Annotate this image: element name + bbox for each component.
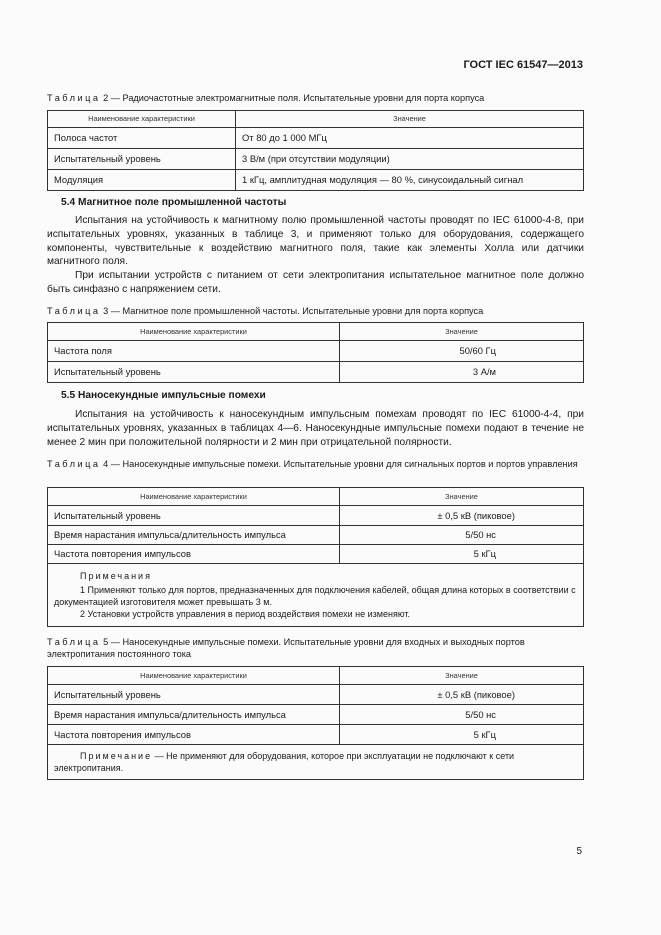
table-row xyxy=(48,149,584,170)
column-header: Значение xyxy=(340,667,584,685)
section-body xyxy=(47,408,584,449)
caption-label: Таблица xyxy=(47,93,101,103)
row-value: 5 кГц xyxy=(340,545,584,564)
note-text: — Не применяют для оборудования, которое при эксплуатации не подключают к сети электропитания. xyxy=(54,751,515,773)
row-value: ± 0,5 кВ (пиковое) xyxy=(340,685,584,705)
row-name: Испытательный уровень xyxy=(48,506,340,526)
table4-caption xyxy=(47,458,583,470)
table3-caption xyxy=(47,305,583,317)
table-row xyxy=(48,506,584,526)
table2-caption xyxy=(47,92,583,104)
table-row xyxy=(48,545,584,564)
row-name: Испытательный уровень xyxy=(48,149,236,170)
note-1: 1 Применяют только для портов, предназначенных для подключения кабелей, общая длина которых в соответствии с документацией изготовителя может превышать 3 м. xyxy=(54,585,576,607)
row-value: 5/50 нс xyxy=(340,526,584,545)
column-header: Значение xyxy=(340,488,584,506)
paragraph: Испытания на устойчивость к магнитному полю промышленной частоты проводят по IEC 61000-4-8, при испытательных уровнях, указанных в таблице 3, и применяют только для оборудования, содержащего компоненты, чувствительные к воздействию магнитного поля, такие как элементы Холла или датчики магнитного поля. xyxy=(47,215,584,268)
row-name: Испытательный уровень xyxy=(48,362,340,383)
notes-title: Примечания xyxy=(80,571,152,581)
notes-row xyxy=(48,564,584,627)
section-title: 5.5 Наносекундные импульсные помехи xyxy=(61,390,266,401)
row-name: Частота повторения импульсов xyxy=(48,725,340,745)
document-code: ГОСТ IEC 61547—2013 xyxy=(463,59,583,71)
table-row xyxy=(48,341,584,362)
table-row xyxy=(48,526,584,545)
paragraph: При испытании устройств с питанием от сети электропитания испытательное магнитное поле должно быть синфазно с напряжением сети. xyxy=(47,270,584,295)
table-row xyxy=(48,705,584,725)
table2 xyxy=(47,110,584,191)
caption-label: Таблица xyxy=(47,459,101,469)
row-name: Испытательный уровень xyxy=(48,685,340,705)
table4 xyxy=(47,487,584,627)
caption-text: 5 — Наносекундные импульсные помехи. Испытательные уровни для входных и выходных портов электропитания постоянного тока xyxy=(47,637,525,659)
section-body xyxy=(47,214,584,297)
row-value: 5 кГц xyxy=(340,725,584,745)
row-value: 3 В/м (при отсутствии модуляции) xyxy=(236,149,584,170)
row-name: Время нарастания импульса/длительность импульса xyxy=(48,705,340,725)
row-value: От 80 до 1 000 МГц xyxy=(236,128,584,149)
table5-caption xyxy=(47,636,583,660)
caption-text: 4 — Наносекундные импульсные помехи. Испытательные уровни для сигнальных портов и портов управления xyxy=(103,459,578,469)
table3 xyxy=(47,322,584,383)
paragraph: Испытания на устойчивость к наносекундным импульсным помехам проводят по IEC 61000-4-4, при испытательных уровнях, указанных в таблицах 4—6. Наносекундные импульсные помехи подают в течение не менее 2 мин при положительной полярности и 2 мин при отрицательной полярности. xyxy=(47,409,584,448)
note-label: Примечание xyxy=(80,751,153,761)
column-header: Наименование характеристики xyxy=(48,111,236,128)
table-row xyxy=(48,362,584,383)
table-row xyxy=(48,725,584,745)
section-title: 5.4 Магнитное поле промышленной частоты xyxy=(61,197,287,208)
row-value: 50/60 Гц xyxy=(340,341,584,362)
caption-text: 2 — Радиочастотные электромагнитные поля. Испытательные уровни для порта корпуса xyxy=(103,93,485,103)
row-value: ± 0,5 кВ (пиковое) xyxy=(340,506,584,526)
caption-label: Таблица xyxy=(47,306,101,316)
note-2: 2 Установки устройств управления в период воздействия помехи не изменяют. xyxy=(80,609,411,619)
column-header: Наименование характеристики xyxy=(48,323,340,341)
column-header: Значение xyxy=(236,111,584,128)
row-value: 1 кГц, амплитудная модуляция — 80 %, синусоидальный сигнал xyxy=(236,170,584,191)
row-name: Полоса частот xyxy=(48,128,236,149)
row-name: Частота поля xyxy=(48,341,340,362)
caption-label: Таблица xyxy=(47,637,101,647)
row-value: 3 А/м xyxy=(340,362,584,383)
table-row xyxy=(48,685,584,705)
table-row xyxy=(48,170,584,191)
caption-text: 3 — Магнитное поле промышленной частоты. Испытательные уровни для порта корпуса xyxy=(103,306,484,316)
row-name: Время нарастания импульса/длительность импульса xyxy=(48,526,340,545)
row-value: 5/50 нс xyxy=(340,705,584,725)
column-header: Наименование характеристики xyxy=(48,488,340,506)
page-number: 5 xyxy=(576,846,582,857)
table5 xyxy=(47,666,584,780)
note-row xyxy=(48,745,584,780)
column-header: Значение xyxy=(340,323,584,341)
row-name: Частота повторения импульсов xyxy=(48,545,340,564)
column-header: Наименование характеристики xyxy=(48,667,340,685)
row-name: Модуляция xyxy=(48,170,236,191)
table-row xyxy=(48,128,584,149)
